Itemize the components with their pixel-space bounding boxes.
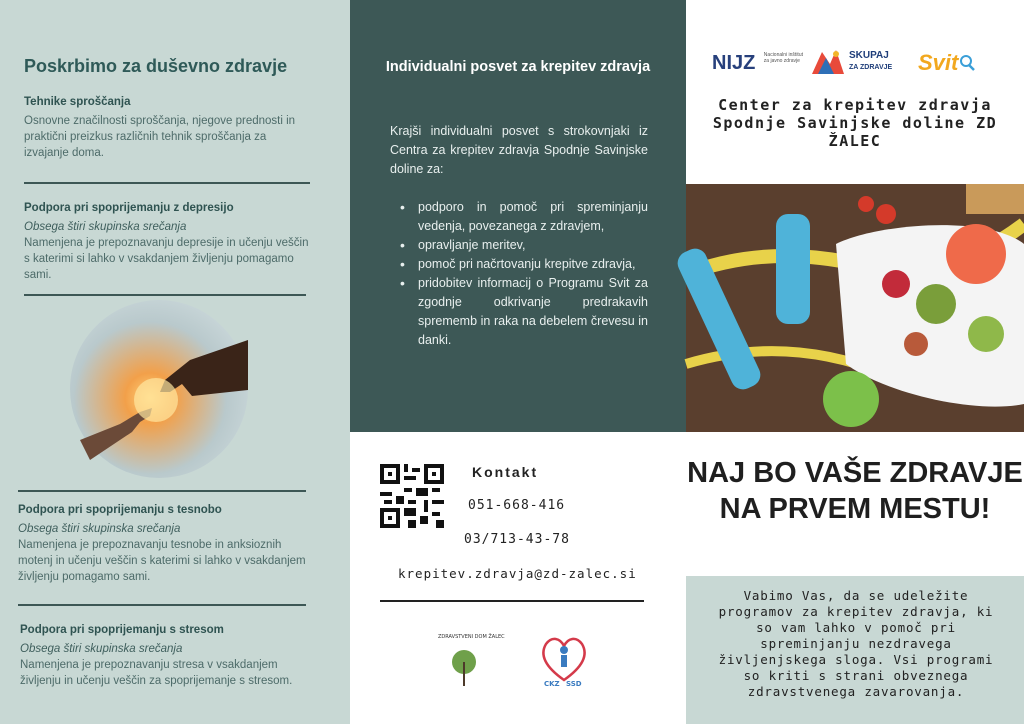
skupaj-figures-icon: [810, 46, 846, 76]
nijz-logo: [712, 52, 803, 75]
ssd-text: SSD: [566, 680, 582, 688]
center-header: Center za krepitev zdravja Spodnje Savinjske doline ZD ŽALEC: [712, 96, 998, 150]
consult-title: Individualni posvet za krepitev zdravja: [385, 59, 651, 75]
list-item: • pridobitev informacij o Programu Svit za zgodnje odkrivanje predrakavih sprememb in raka na debelem črevesu in danki.: [398, 274, 648, 350]
svit-logo: [918, 50, 976, 76]
skupaj-logo: [810, 46, 892, 76]
section-heading: Podpora pri spoprijemanju s stresom: [20, 624, 224, 636]
ckz-text: CKZ: [544, 680, 560, 688]
section-relaxation: [24, 94, 314, 161]
qr-code-icon[interactable]: [380, 464, 444, 528]
list-item: • podporo in pomoč pri spreminjanju vedenja, povezanega z zdravjem,: [398, 198, 648, 236]
list-item: • opravljanje meritev,: [398, 236, 648, 255]
phone-landline[interactable]: 03/713-43-78: [464, 532, 570, 547]
consult-intro: Krajši individualni posvet s strokovnjaki iz Centra za krepitev zdravja Spodnje Savinjske doline za:: [390, 124, 648, 176]
ckz-ssd-logo: [538, 628, 590, 688]
divider: [380, 600, 644, 602]
section-body: Namenjena je prepoznavanju tesnobe in anksioznih motenj in učenju veščin s katerimi si lahko v vsakdanjem življenju pomagamo sami.: [18, 539, 306, 583]
divider: [18, 604, 306, 606]
nijz-sub2: za javno zdravje: [763, 58, 800, 64]
section-subtitle: Obsega štiri skupinska srečanja: [24, 221, 187, 233]
divider: [24, 294, 306, 296]
magnifier-icon: [958, 54, 976, 72]
invite-box: [686, 576, 1024, 724]
zd-zalec-logo: [434, 628, 505, 698]
hands-image: [70, 300, 248, 478]
nijz-sub1: Nacionalni inštitut: [763, 52, 803, 58]
contact-title: Kontakt: [472, 464, 539, 480]
panel-cover: [686, 0, 1024, 724]
section-body: Namenjena je prepoznavanju stresa v vsakdanjem življenju in učenju veščin za spoprijemanje s stresom.: [20, 659, 293, 687]
slogan: NAJ BO VAŠE ZDRAVJE NA PRVEM MESTU!: [687, 457, 1023, 525]
nijz-logo-text: NIJZ: [712, 52, 756, 74]
section-heading: Podpora pri spoprijemanju s tesnobo: [18, 504, 222, 516]
consult-box: [350, 0, 686, 432]
section-subtitle: Obsega štiri skupinska srečanja: [18, 523, 181, 535]
divider: [18, 490, 306, 492]
panel-individual-consult: [350, 0, 686, 724]
email-link[interactable]: krepitev.zdravja@zd-zalec.si: [398, 566, 637, 581]
section-heading: Tehnike sproščanja: [24, 96, 131, 108]
logo-text: ZDRAVSTVENI DOM ŽALEC: [438, 634, 505, 640]
section-body: Osnovne značilnosti sproščanja, njegove prednosti in praktični preizkus različnih tehnik sproščanja za izvajanje doma.: [24, 115, 296, 159]
healthy-lifestyle-photo: [686, 184, 1024, 432]
panel-title: Poskrbimo za duševno zdravje: [24, 56, 288, 76]
section-stress: [20, 622, 310, 689]
phone-mobile[interactable]: 051-668-416: [468, 498, 566, 513]
section-anxiety: [18, 502, 308, 585]
list-item: • pomoč pri načrtovanju krepitve zdravja,: [398, 255, 648, 274]
section-body: Namenjena je prepoznavanju depresije in učenju veščin s katerimi si lahko v vsakdanjem življenju pomagamo sami.: [24, 237, 309, 281]
invite-text: Vabimo Vas, da se udeležite programov za krepitev zdravja, ki so vam lahko v pomoč pri spreminjanju nezdravega življenjskega sloga. Vsi programi so kriti s strani obveznega zdravstvenega zavarovanja.: [718, 588, 994, 699]
skupaj-text2: ZA ZDRAVJE: [849, 63, 893, 71]
section-subtitle: Obsega štiri skupinska srečanja: [20, 643, 183, 655]
svit-logo-text: Svit: [918, 50, 959, 75]
consult-list: [398, 198, 648, 350]
divider: [24, 182, 310, 184]
panel-mental-health: [0, 0, 350, 724]
section-heading: Podpora pri spoprijemanju z depresijo: [24, 202, 234, 214]
section-depression: [24, 200, 314, 283]
skupaj-text1: SKUPAJ: [849, 49, 889, 61]
